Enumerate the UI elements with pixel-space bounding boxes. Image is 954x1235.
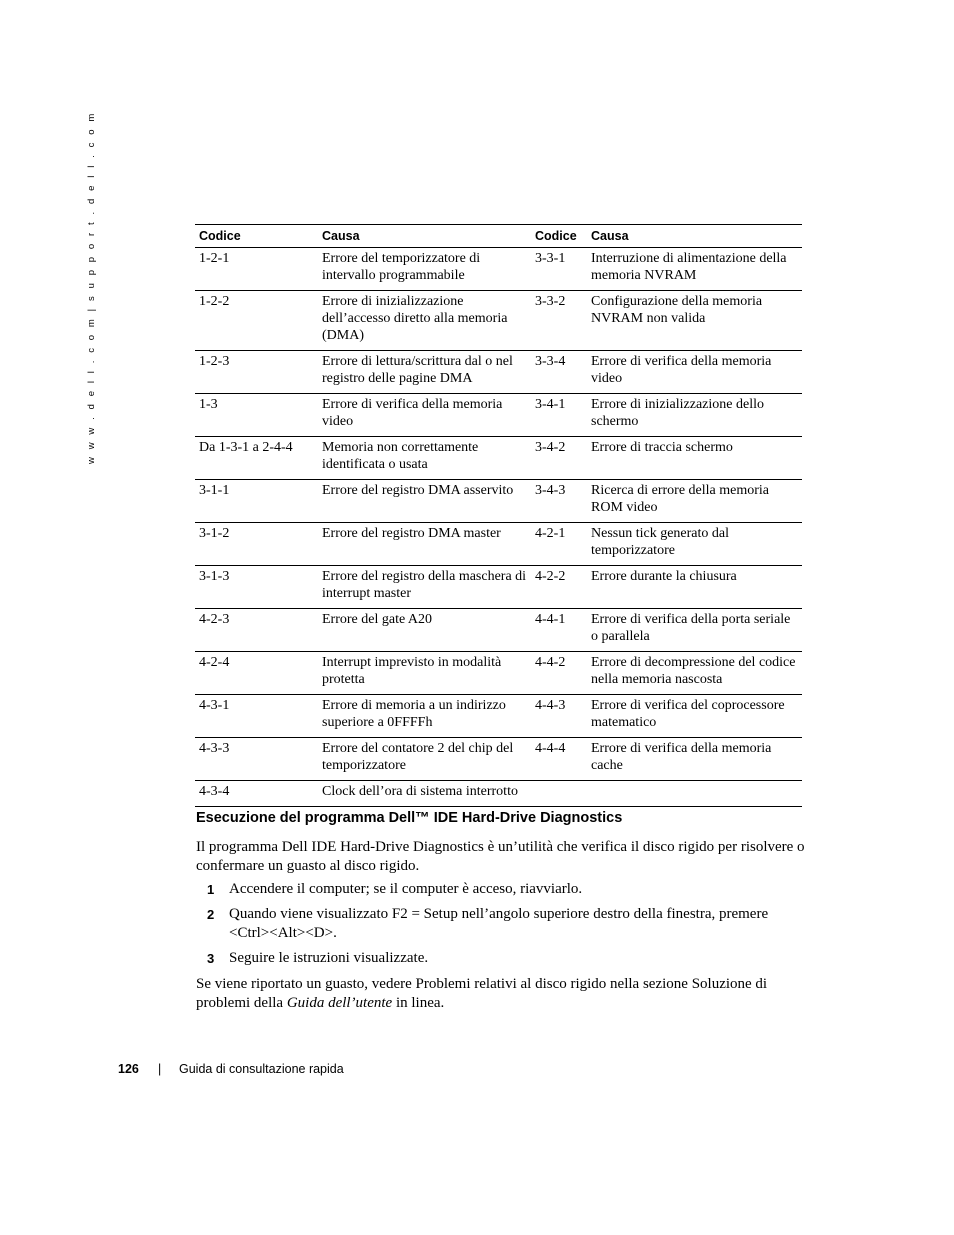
step-item [196,949,812,968]
cell-codice: 3-3-4 [531,351,587,394]
cell-causa: Clock dell’ora di sistema interrotto [318,781,531,807]
cell-causa: Errore del registro DMA asservito [318,480,531,523]
cell-codice: 3-4-2 [531,437,587,480]
cell-causa: Errore di traccia schermo [587,437,802,480]
cell-codice: 4-2-1 [531,523,587,566]
cell-causa: Errore del registro della maschera di interrupt master [318,566,531,609]
cell-codice: 4-4-4 [531,738,587,781]
table-row [195,609,802,652]
cell-codice: 4-2-4 [195,652,318,695]
side-url-text: w w w . d e l l . c o m | s u p p o r t . d e l l . c o m [86,111,97,464]
page-number: 126 [118,1062,139,1076]
cell-causa: Errore di verifica della memoria cache [587,738,802,781]
outro-text-before: Se viene riportato un guasto, vedere Problemi relativi al disco rigido nella sezione Soluzione di problemi della [196,976,768,1011]
cell-codice: 4-4-1 [531,609,587,652]
cell-causa: Errore del registro DMA master [318,523,531,566]
cell-codice: 3-3-2 [531,291,587,351]
header-codice-1: Codice [195,225,318,248]
outro-guide-title: Guida dell’utente [286,995,393,1011]
cell-codice: 4-3-1 [195,695,318,738]
cell-codice: 1-2-1 [195,248,318,291]
step-item [196,880,812,899]
side-url [84,111,100,464]
cell-causa: Memoria non correttamente identificata o usata [318,437,531,480]
cell-causa: Errore di verifica del coprocessore matematico [587,695,802,738]
step-number: 3 [207,951,215,966]
table-row [195,781,802,807]
header-causa-1: Causa [318,225,531,248]
cell-causa: Errore del temporizzatore di intervallo programmabile [318,248,531,291]
header-codice-2: Codice [531,225,587,248]
cell-codice: 3-1-3 [195,566,318,609]
table-row [195,523,802,566]
cell-causa [587,781,802,807]
cell-causa: Nessun tick generato dal temporizzatore [587,523,802,566]
header-causa-2: Causa [587,225,802,248]
table-row [195,652,802,695]
cell-codice: 4-3-3 [195,738,318,781]
cell-codice: 4-4-2 [531,652,587,695]
cell-codice: 4-2-2 [531,566,587,609]
step-item [196,905,812,943]
cell-codice: 3-1-2 [195,523,318,566]
cell-causa: Errore di memoria a un indirizzo superiore a 0FFFFh [318,695,531,738]
table-body [195,248,802,807]
cell-codice: 1-2-3 [195,351,318,394]
cell-causa: Errore di verifica della memoria video [587,351,802,394]
cell-causa: Errore di decompressione del codice nella memoria nascosta [587,652,802,695]
cell-causa: Errore di lettura/scrittura dal o nel registro delle pagine DMA [318,351,531,394]
cell-codice: 1-3 [195,394,318,437]
cell-causa: Errore del gate A20 [318,609,531,652]
table-row [195,351,802,394]
table-row [195,566,802,609]
cell-causa: Errore di inizializzazione dello schermo [587,394,802,437]
step-text: Seguire le istruzioni visualizzate. [229,950,429,966]
cell-causa: Interruzione di alimentazione della memoria NVRAM [587,248,802,291]
cell-codice: 3-4-3 [531,480,587,523]
beep-code-table [195,224,802,807]
cell-codice: 3-4-1 [531,394,587,437]
page-footer [118,1062,344,1076]
cell-codice: 4-2-3 [195,609,318,652]
cell-codice: 3-3-1 [531,248,587,291]
table-row [195,291,802,351]
table-row [195,248,802,291]
cell-causa: Errore di verifica della porta seriale o parallela [587,609,802,652]
step-number: 1 [207,882,215,897]
step-text: Accendere il computer; se il computer è acceso, riavviarlo. [229,881,583,897]
cell-causa: Errore di verifica della memoria video [318,394,531,437]
table-row [195,394,802,437]
step-text: Quando viene visualizzato F2 = Setup nell’angolo superiore destro della finestra, premere <Ctrl><Alt><D>. [229,906,769,941]
intro-paragraph: Il programma Dell IDE Hard-Drive Diagnostics è un’utilità che verifica il disco rigido per risolvere o confermare un guasto al disco rigido. [196,839,805,874]
cell-causa: Errore del contatore 2 del chip del temporizzatore [318,738,531,781]
steps-list [196,880,812,974]
cell-causa: Errore di inizializzazione dell’accesso diretto alla memoria (DMA) [318,291,531,351]
step-number: 2 [207,907,215,922]
cell-causa: Interrupt imprevisto in modalità protetta [318,652,531,695]
table-row [195,695,802,738]
footer-separator: | [158,1062,162,1076]
table-row [195,738,802,781]
cell-causa: Errore durante la chiusura [587,566,802,609]
cell-causa: Configurazione della memoria NVRAM non valida [587,291,802,351]
outro-paragraph [196,975,812,1013]
table-header-row [195,225,802,248]
section-heading: Esecuzione del programma Dell™ IDE Hard-Drive Diagnostics [196,810,623,826]
cell-codice: 4-4-3 [531,695,587,738]
cell-causa: Ricerca di errore della memoria ROM video [587,480,802,523]
table-row [195,437,802,480]
table-row [195,480,802,523]
footer-title: Guida di consultazione rapida [179,1062,344,1076]
outro-text-after: in linea. [392,995,445,1011]
cell-codice [531,781,587,807]
cell-codice: 3-1-1 [195,480,318,523]
cell-codice: 4-3-4 [195,781,318,807]
cell-codice: Da 1-3-1 a 2-4-4 [195,437,318,480]
cell-codice: 1-2-2 [195,291,318,351]
